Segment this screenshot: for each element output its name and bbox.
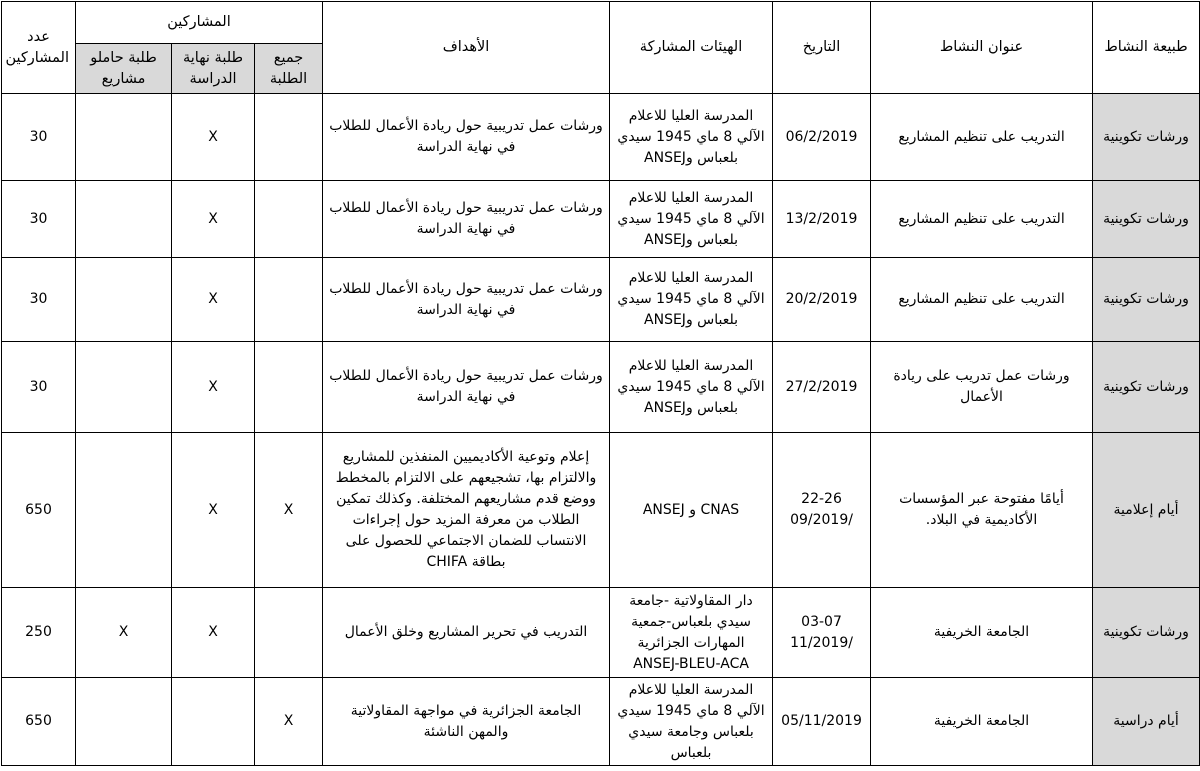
cell-title: التدريب على تنظيم المشاريع — [871, 181, 1093, 258]
cell-date: 20/2/2019 — [773, 258, 871, 342]
activities-table — [1, 1, 1200, 766]
cell-objectives: ورشات عمل تدريبية حول ريادة الأعمال للطلاب في نهاية الدراسة — [323, 181, 610, 258]
cell-objectives: التدريب في تحرير المشاريع وخلق الأعمال — [323, 588, 610, 678]
cell-bodies: المدرسة العليا للاعلام الآلي 8 ماي 1945 سيدي بلعباس وANSEJ — [610, 94, 773, 181]
cell-count: 650 — [2, 678, 76, 766]
cell-bodies: المدرسة العليا للاعلام الآلي 8 ماي 1945 سيدي بلعباس وجامعة سيدي بلعباس — [610, 678, 773, 766]
cell-date: 22-26 /09/2019 — [773, 433, 871, 588]
cell-bodies: CNAS و ANSEJ — [610, 433, 773, 588]
cell-count: 30 — [2, 258, 76, 342]
cell-project-holders — [76, 342, 172, 433]
cell-objectives: ورشات عمل تدريبية حول ريادة الأعمال للطلاب في نهاية الدراسة — [323, 258, 610, 342]
cell-all-students: X — [255, 433, 323, 588]
header-title: عنوان النشاط — [871, 2, 1093, 94]
header-objectives: الأهداف — [323, 2, 610, 94]
cell-count: 30 — [2, 342, 76, 433]
cell-all-students — [255, 94, 323, 181]
cell-final-year: X — [172, 342, 255, 433]
header-project-holders: طلبة حاملو مشاريع — [76, 44, 172, 94]
cell-date: 06/2/2019 — [773, 94, 871, 181]
header-participants-group: المشاركين — [76, 2, 323, 44]
header-bodies: الهيئات المشاركة — [610, 2, 773, 94]
header-final-year-students: طلبة نهاية الدراسة — [172, 44, 255, 94]
cell-project-holders — [76, 678, 172, 766]
table-row — [2, 433, 1200, 588]
cell-date: 03-07 /11/2019 — [773, 588, 871, 678]
header-row-top — [2, 2, 1200, 44]
cell-objectives: إعلام وتوعية الأكاديميين المنفذين للمشاريع والالتزام بها، تشجيعهم على الالتزام بالمخطط ووضع قدم مشاريعهم المختلفة. وكذلك تمكين الطلاب من معرفة المزيد حول إجراءات الانتساب للضمان الاجتماعي للحصول على بطاقة CHIFA — [323, 433, 610, 588]
cell-count: 250 — [2, 588, 76, 678]
cell-count: 30 — [2, 181, 76, 258]
cell-bodies: المدرسة العليا للاعلام الآلي 8 ماي 1945 سيدي بلعباس وANSEJ — [610, 342, 773, 433]
cell-all-students — [255, 588, 323, 678]
header-nature: طبيعة النشاط — [1093, 2, 1200, 94]
cell-project-holders — [76, 94, 172, 181]
cell-final-year: X — [172, 258, 255, 342]
cell-final-year: X — [172, 181, 255, 258]
cell-project-holders: X — [76, 588, 172, 678]
cell-nature: أيام دراسية — [1093, 678, 1200, 766]
cell-all-students — [255, 258, 323, 342]
header-date: التاريخ — [773, 2, 871, 94]
cell-bodies: دار المقاولاتية -جامعة سيدي بلعباس-جمعية المهارات الجزائرية ANSEJ-BLEU-ACA — [610, 588, 773, 678]
cell-title: التدريب على تنظيم المشاريع — [871, 94, 1093, 181]
cell-final-year: X — [172, 588, 255, 678]
cell-final-year — [172, 678, 255, 766]
table-row — [2, 258, 1200, 342]
cell-nature: أيام إعلامية — [1093, 433, 1200, 588]
cell-all-students: X — [255, 678, 323, 766]
cell-nature: ورشات تكوينية — [1093, 181, 1200, 258]
table-row — [2, 94, 1200, 181]
header-all-students: جميع الطلبة — [255, 44, 323, 94]
cell-objectives: ورشات عمل تدريبية حول ريادة الأعمال للطلاب في نهاية الدراسة — [323, 342, 610, 433]
table-row — [2, 181, 1200, 258]
cell-objectives: الجامعة الجزائرية في مواجهة المقاولاتية والمهن الناشئة — [323, 678, 610, 766]
cell-nature: ورشات تكوينية — [1093, 94, 1200, 181]
cell-date: 05/11/2019 — [773, 678, 871, 766]
cell-project-holders — [76, 181, 172, 258]
cell-objectives: ورشات عمل تدريبية حول ريادة الأعمال للطلاب في نهاية الدراسة — [323, 94, 610, 181]
table-row — [2, 678, 1200, 766]
cell-title: الجامعة الخريفية — [871, 588, 1093, 678]
cell-project-holders — [76, 258, 172, 342]
cell-count: 30 — [2, 94, 76, 181]
cell-nature: ورشات تكوينية — [1093, 588, 1200, 678]
cell-count: 650 — [2, 433, 76, 588]
cell-title: الجامعة الخريفية — [871, 678, 1093, 766]
cell-date: 13/2/2019 — [773, 181, 871, 258]
table-row — [2, 588, 1200, 678]
cell-all-students — [255, 342, 323, 433]
cell-title: التدريب على تنظيم المشاريع — [871, 258, 1093, 342]
cell-title: أيامًا مفتوحة عبر المؤسسات الأكاديمية في البلاد. — [871, 433, 1093, 588]
cell-bodies: المدرسة العليا للاعلام الآلي 8 ماي 1945 سيدي بلعباس وANSEJ — [610, 181, 773, 258]
cell-bodies: المدرسة العليا للاعلام الآلي 8 ماي 1945 سيدي بلعباس وANSEJ — [610, 258, 773, 342]
cell-title: ورشات عمل تدريب على ريادة الأعمال — [871, 342, 1093, 433]
cell-all-students — [255, 181, 323, 258]
cell-nature: ورشات تكوينية — [1093, 258, 1200, 342]
cell-date: 27/2/2019 — [773, 342, 871, 433]
cell-final-year: X — [172, 433, 255, 588]
table-row — [2, 342, 1200, 433]
cell-project-holders — [76, 433, 172, 588]
cell-nature: ورشات تكوينية — [1093, 342, 1200, 433]
header-count: عدد المشاركين — [2, 2, 76, 94]
cell-final-year: X — [172, 94, 255, 181]
